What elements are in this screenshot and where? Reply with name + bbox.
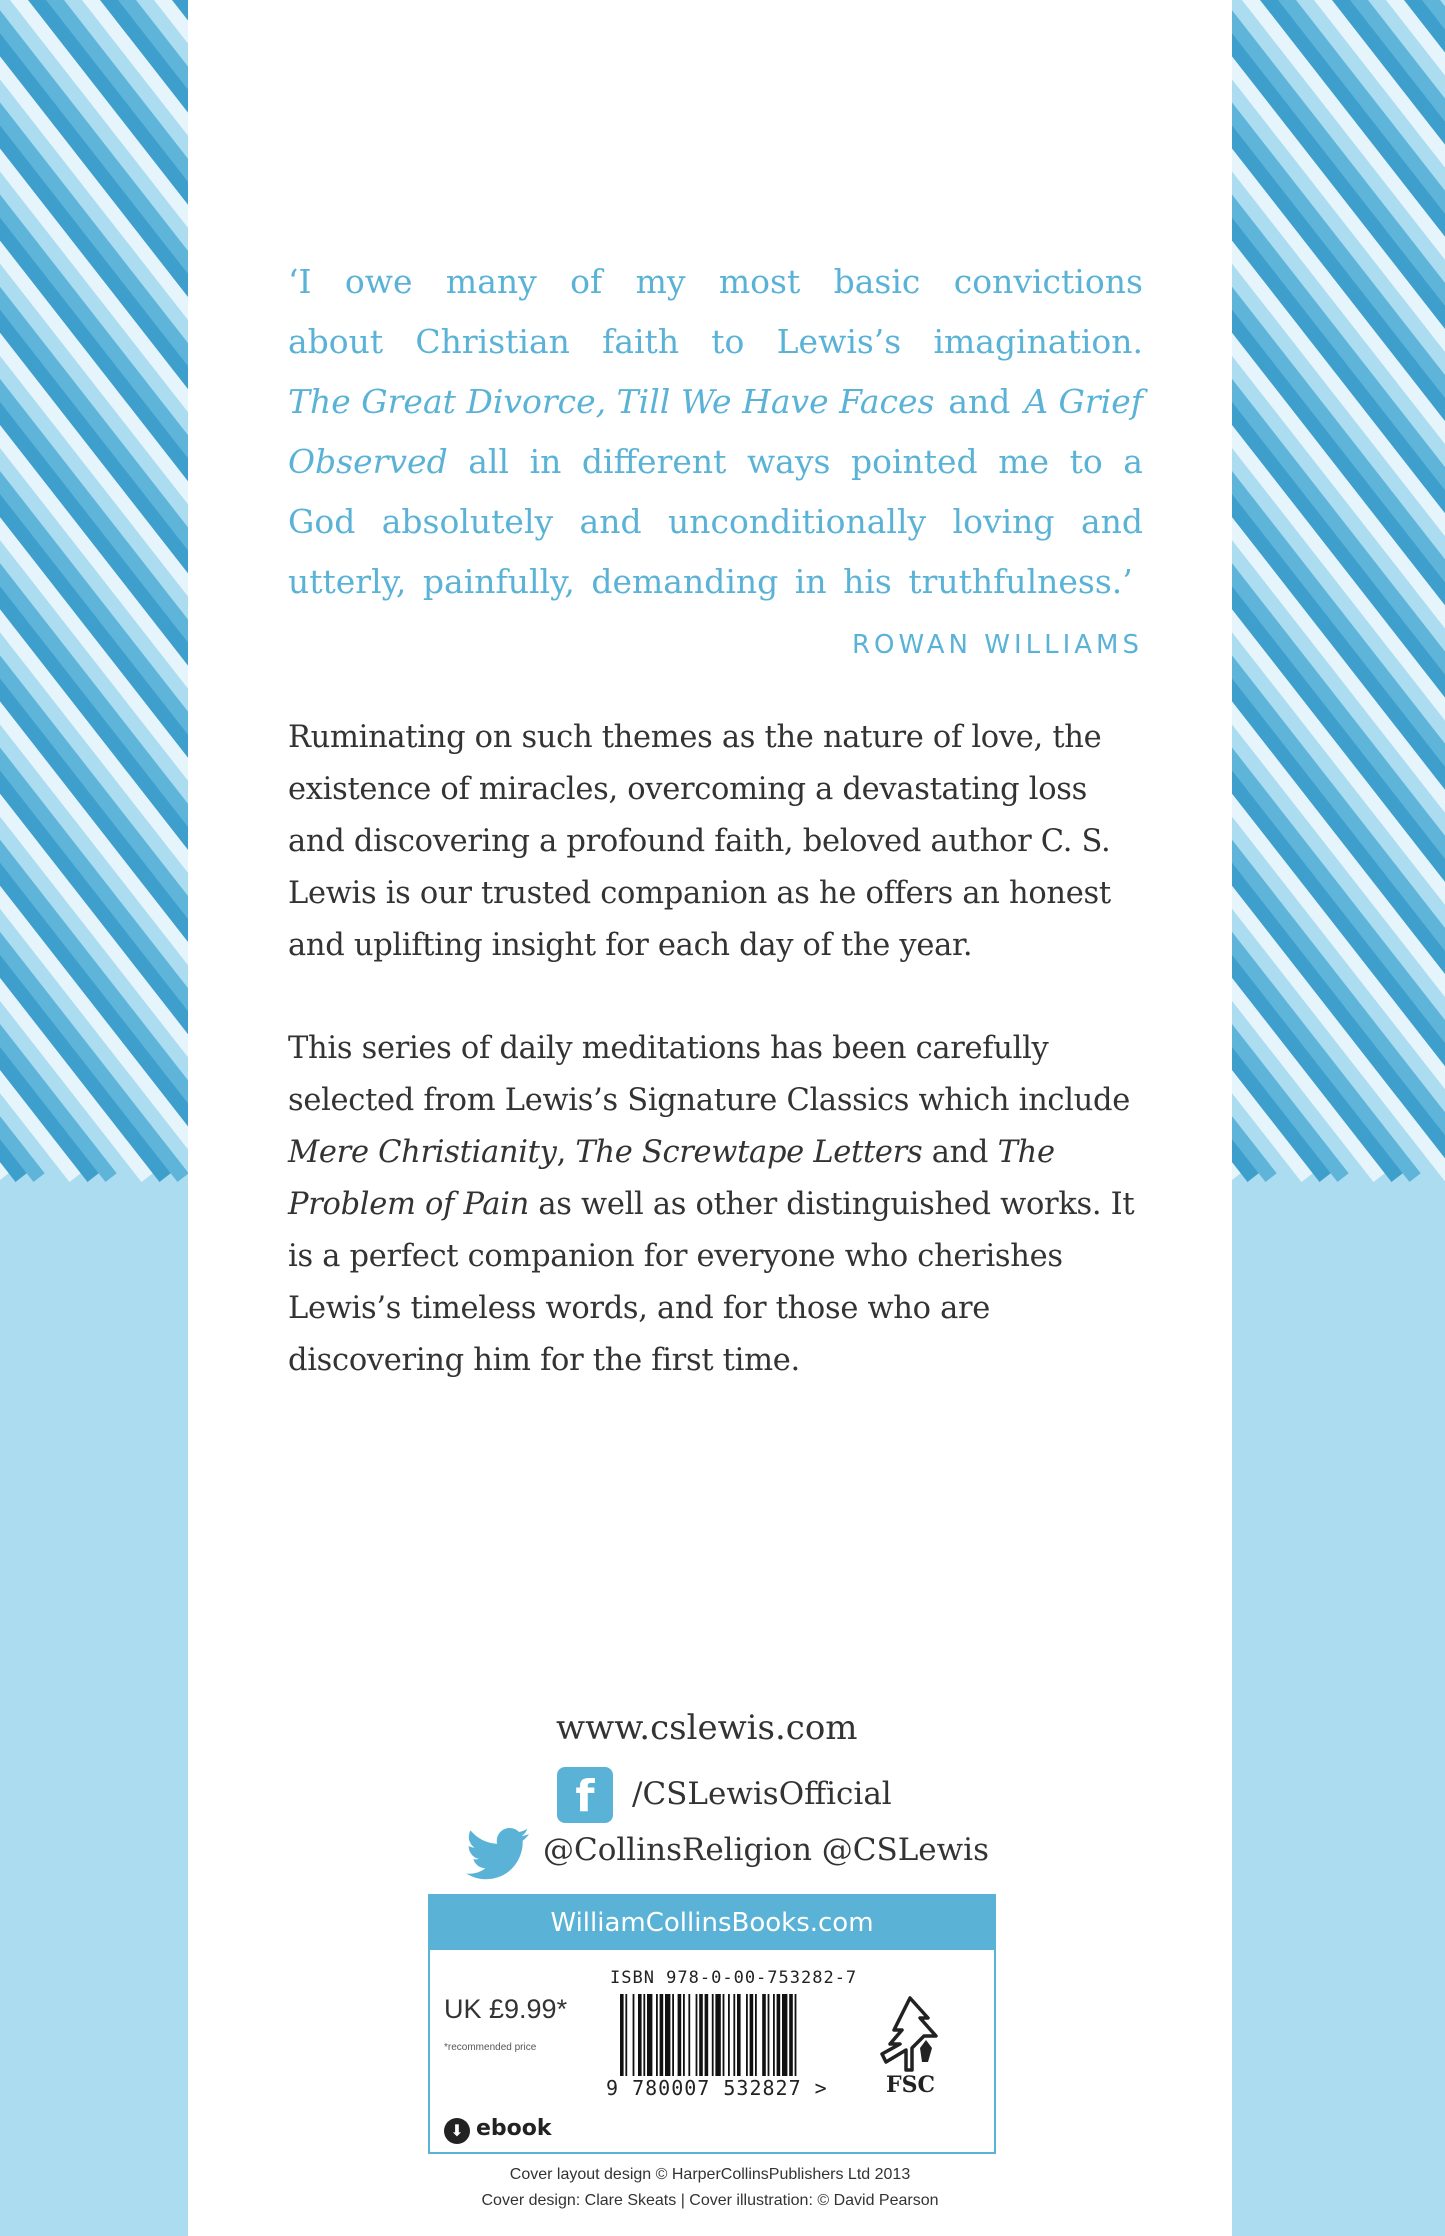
quote-word: to bbox=[1069, 442, 1103, 481]
barcode-bar bbox=[737, 1994, 741, 2076]
quote-word: demanding bbox=[591, 562, 779, 601]
barcode-bar bbox=[643, 1994, 645, 2076]
barcode-bar bbox=[773, 1994, 775, 2076]
quote-word: most bbox=[718, 262, 801, 301]
quote-word: a bbox=[1123, 442, 1143, 481]
barcode-bar bbox=[672, 1994, 674, 2076]
quote-line bbox=[288, 322, 1143, 362]
barcode-bar bbox=[696, 1994, 698, 2076]
quote-word: loving bbox=[952, 502, 1055, 541]
quote-line bbox=[288, 442, 1143, 482]
quote-word: many bbox=[445, 262, 537, 301]
book-title: The Problem of Pain bbox=[288, 1135, 1055, 1222]
blurb-text: and bbox=[922, 1135, 998, 1170]
barcode-bar bbox=[782, 1994, 787, 2076]
quote-line bbox=[288, 502, 1143, 542]
barcode-bar bbox=[647, 1994, 652, 2076]
credit-design: Cover design: Clare Skeats | Cover illustration: © David Pearson bbox=[481, 2192, 939, 2209]
quote-word: and bbox=[579, 502, 642, 541]
quote-word: convictions bbox=[953, 262, 1143, 301]
quote-book-title: Observed bbox=[288, 442, 448, 481]
quote-word: ways bbox=[746, 442, 831, 481]
book-title: Mere Christianity bbox=[288, 1135, 557, 1170]
twitter-handles[interactable]: @CollinsReligion @CSLewis bbox=[543, 1832, 990, 1868]
quote-word: basic bbox=[833, 262, 921, 301]
quote-line bbox=[288, 562, 1143, 602]
quote-line bbox=[288, 262, 1143, 302]
blurb-paragraph-1: Ruminating on such themes as the nature of love, the existence of miracles, overcoming a devastating loss and discovering a profound faith, beloved author C. S. Lewis is our trusted companion as he offers an honest and uplifting insight for each day of the year. bbox=[288, 720, 1111, 963]
barcode-digits: 9 780007 532827 > bbox=[606, 2076, 828, 2100]
book-title: The Screwtape Letters bbox=[575, 1135, 923, 1170]
quote-word: imagination. bbox=[933, 322, 1143, 361]
quote-word: my bbox=[635, 262, 686, 301]
quote-word: his bbox=[843, 562, 892, 601]
quote-word: and bbox=[1080, 502, 1143, 541]
barcode-bar bbox=[620, 1994, 624, 2076]
quote-word: owe bbox=[344, 262, 413, 301]
quote-word: Lewis’s bbox=[776, 322, 902, 361]
barcode-bar bbox=[723, 1994, 725, 2076]
barcode-bar bbox=[755, 1994, 757, 2076]
twitter-bird-icon bbox=[466, 1828, 530, 1880]
credit-layout: Cover layout design © HarperCollinsPublishers Ltd 2013 bbox=[509, 2166, 911, 2183]
barcode-bar bbox=[683, 1994, 685, 2076]
quote-word: unconditionally bbox=[668, 502, 927, 541]
quote-word: Christian bbox=[415, 322, 570, 361]
blurb-text: This series of daily meditations has been carefully selected from Lewis’s Signature Classics which include bbox=[288, 1031, 1130, 1118]
quote-word: in bbox=[529, 442, 562, 481]
quote-book-titles: The Great Divorce, Till We Have Faces bbox=[288, 382, 935, 421]
isbn-barcode bbox=[620, 1994, 850, 2076]
back-cover-panel bbox=[188, 0, 1232, 2236]
barcode-bar bbox=[665, 1994, 670, 2076]
fsc-tree-icon bbox=[866, 1992, 954, 2076]
blurb-paragraph-2 bbox=[288, 1023, 1148, 1387]
barcode-bar bbox=[715, 1994, 720, 2076]
quote-word: and bbox=[948, 382, 1011, 421]
barcode-bar bbox=[705, 1994, 709, 2076]
quote-word: painfully, bbox=[422, 562, 575, 601]
blurb-text: , bbox=[556, 1135, 576, 1170]
quote-word: God bbox=[288, 502, 356, 541]
barcode-bar bbox=[789, 1994, 793, 2076]
barcode-box bbox=[428, 1894, 996, 2154]
barcode-bar bbox=[699, 1994, 703, 2076]
barcode-bar bbox=[625, 1994, 627, 2076]
quote-word: truthfulness.’ bbox=[908, 562, 1133, 601]
quote-word: faith bbox=[602, 322, 680, 361]
barcode-bar bbox=[795, 1994, 797, 2076]
quote-word: pointed bbox=[850, 442, 978, 481]
isbn-number: ISBN 978-0-00-753282-7 bbox=[610, 1968, 858, 1988]
quote-word: ‘I bbox=[288, 262, 312, 301]
barcode-bar bbox=[712, 1994, 714, 2076]
barcode-bar bbox=[678, 1994, 682, 2076]
quote-word: utterly, bbox=[288, 562, 407, 601]
barcode-bar bbox=[728, 1994, 730, 2076]
quote-word: absolutely bbox=[381, 502, 554, 541]
barcode-bar bbox=[733, 1994, 735, 2076]
barcode-bar bbox=[633, 1994, 635, 2076]
facebook-icon: f bbox=[557, 1767, 613, 1823]
quote-word: of bbox=[570, 262, 603, 301]
facebook-handle[interactable]: /CSLewisOfficial bbox=[632, 1776, 892, 1812]
ebook-label: ebook bbox=[476, 2116, 552, 2141]
barcode-bar bbox=[762, 1994, 766, 2076]
publisher-website[interactable]: WilliamCollinsBooks.com bbox=[430, 1896, 994, 1950]
quote-book-title: A Grief bbox=[1024, 382, 1143, 421]
quote-word: in bbox=[794, 562, 827, 601]
barcode-bar bbox=[768, 1994, 770, 2076]
quote-line bbox=[288, 382, 1143, 422]
barcode-bar bbox=[777, 1994, 781, 2076]
download-icon: ⬇ bbox=[444, 2118, 470, 2144]
fsc-label: FSC bbox=[886, 2072, 936, 2098]
quote-word: different bbox=[581, 442, 727, 481]
barcode-bar bbox=[638, 1994, 642, 2076]
barcode-bar bbox=[746, 1994, 748, 2076]
stripe-pattern-right bbox=[1232, 0, 1445, 2236]
blurb-text: as well as other distinguished works. It is a perfect companion for everyone who cherishes Lewis’s timeless words, and for those who are discovering him for the first time. bbox=[288, 1187, 1135, 1378]
quote-word: about bbox=[288, 322, 384, 361]
quote-word: all bbox=[468, 442, 510, 481]
barcode-bar bbox=[688, 1994, 690, 2076]
stripe-pattern-left bbox=[0, 0, 188, 2236]
barcode-bar bbox=[750, 1994, 754, 2076]
barcode-bar bbox=[656, 1994, 658, 2076]
quote-word: me bbox=[998, 442, 1050, 481]
quote-attribution: ROWAN WILLIAMS bbox=[851, 630, 1143, 660]
barcode-bar bbox=[660, 1994, 664, 2076]
website-link[interactable]: www.cslewis.com bbox=[556, 1708, 858, 1748]
price-label: UK £9.99* bbox=[444, 1994, 568, 2024]
quote-word: to bbox=[711, 322, 745, 361]
price-note: *recommended price bbox=[444, 2042, 537, 2053]
